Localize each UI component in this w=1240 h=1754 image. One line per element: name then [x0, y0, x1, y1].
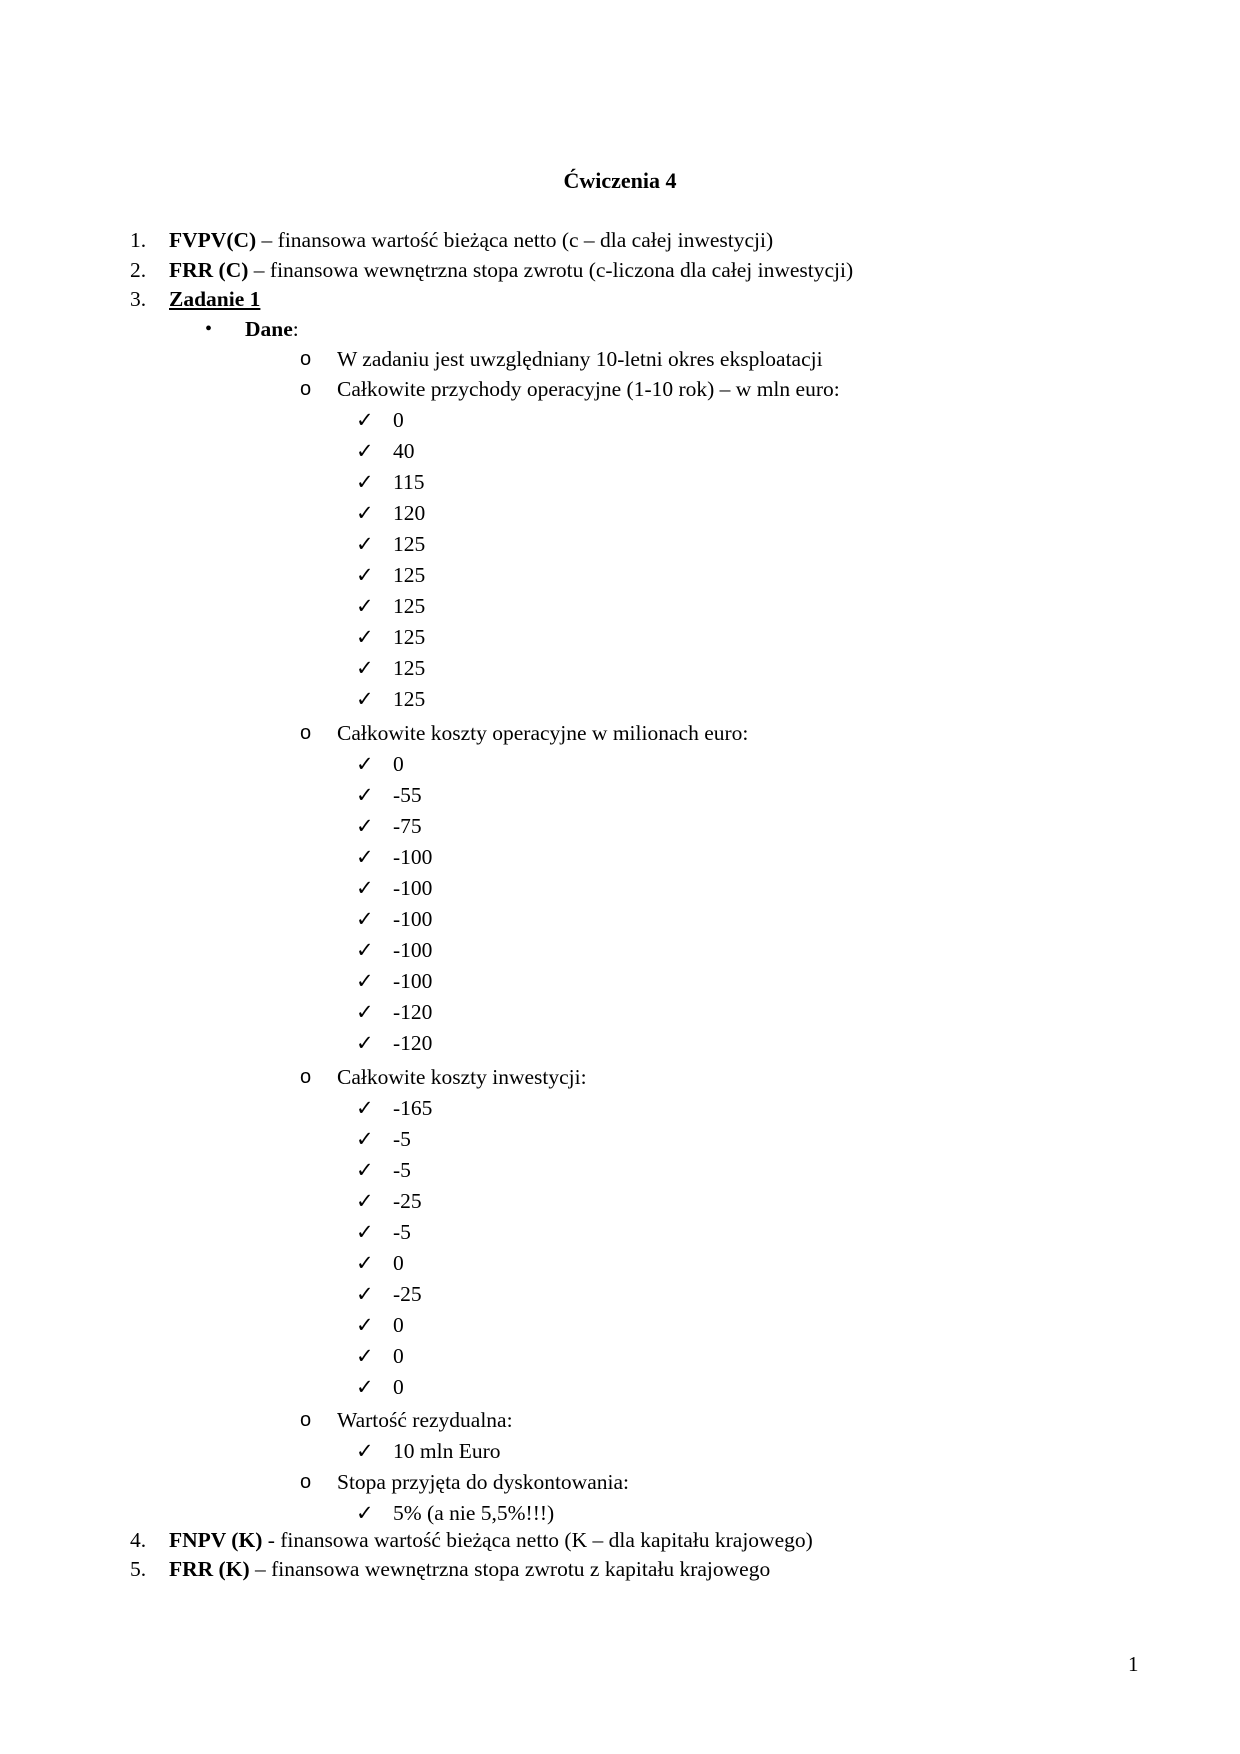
value-text: -100 [393, 969, 433, 993]
group-label: Całkowite koszty operacyjne w milionach euro: [337, 721, 749, 745]
checkmark-icon: ✓ [356, 814, 374, 838]
page-title: Ćwiczenia 4 [563, 168, 677, 193]
circle-bullet-icon: o [300, 1471, 312, 1493]
value-text: -25 [393, 1189, 422, 1213]
value-text: 125 [393, 687, 426, 711]
checkmark-icon: ✓ [356, 1313, 374, 1337]
checkmark-icon: ✓ [356, 1375, 374, 1399]
checkmark-icon: ✓ [356, 1031, 374, 1055]
checkmark-icon: ✓ [356, 752, 374, 776]
item-term: FNPV (K) [169, 1528, 263, 1552]
item-number: 5. [130, 1557, 147, 1581]
item-number: 2. [130, 258, 147, 282]
item-term: FRR (C) [169, 258, 249, 282]
checkmark-icon: ✓ [356, 1439, 374, 1463]
value-text: 10 mln Euro [393, 1439, 501, 1463]
value-text: 0 [393, 408, 404, 432]
checkmark-icon: ✓ [356, 845, 374, 869]
value-text: 0 [393, 752, 404, 776]
item-text [169, 225, 773, 255]
item-description: - finansowa wartość bieżąca netto (K – dla kapitału krajowego) [262, 1528, 813, 1552]
checkmark-icon: ✓ [356, 470, 374, 494]
checkmark-icon: ✓ [356, 625, 374, 649]
value-text: -165 [393, 1096, 433, 1120]
checkmark-icon: ✓ [356, 594, 374, 618]
group-label: W zadaniu jest uwzględniany 10-letni okres eksploatacji [337, 347, 823, 371]
value-text: -120 [393, 1031, 433, 1055]
checkmark-icon: ✓ [356, 501, 374, 525]
value-text: 5% (a nie 5,5%!!!) [393, 1501, 555, 1525]
item-text [169, 1525, 813, 1555]
checkmark-icon: ✓ [356, 1096, 374, 1120]
value-text: -100 [393, 907, 433, 931]
checkmark-icon: ✓ [356, 1344, 374, 1368]
circle-bullet-icon: o [300, 378, 312, 400]
item-term: FRR (K) [169, 1557, 250, 1581]
value-text: -5 [393, 1158, 411, 1182]
value-text: -55 [393, 783, 422, 807]
group-label: Stopa przyjęta do dyskontowania: [337, 1470, 629, 1494]
value-text: -120 [393, 1000, 433, 1024]
checkmark-icon: ✓ [356, 876, 374, 900]
value-text: -75 [393, 814, 422, 838]
checkmark-icon: ✓ [356, 656, 374, 680]
page-number: 1 [1128, 1652, 1139, 1676]
value-text: 0 [393, 1313, 404, 1337]
circle-bullet-icon: o [300, 1066, 312, 1088]
value-text: -100 [393, 845, 433, 869]
item-description: – finansowa wartość bieżąca netto (c – dla całej inwestycji) [256, 228, 774, 252]
checkmark-icon: ✓ [356, 969, 374, 993]
value-text: -100 [393, 938, 433, 962]
checkmark-icon: ✓ [356, 563, 374, 587]
value-text: -5 [393, 1220, 411, 1244]
value-text: 0 [393, 1344, 404, 1368]
checkmark-icon: ✓ [356, 532, 374, 556]
value-text: 125 [393, 656, 426, 680]
item-text [169, 1554, 770, 1584]
value-text: 40 [393, 439, 415, 463]
checkmark-icon: ✓ [356, 1189, 374, 1213]
checkmark-icon: ✓ [356, 439, 374, 463]
item-text [169, 284, 260, 314]
group-label: Całkowite przychody operacyjne (1-10 rok) – w mln euro: [337, 377, 840, 401]
checkmark-icon: ✓ [356, 1282, 374, 1306]
bullet-icon: • [205, 318, 213, 340]
item-number: 4. [130, 1528, 147, 1552]
circle-bullet-icon: o [300, 348, 312, 370]
item-description: – finansowa wewnętrzna stopa zwrotu (c-liczona dla całej inwestycji) [248, 258, 854, 282]
value-text: 0 [393, 1251, 404, 1275]
value-text: -100 [393, 876, 433, 900]
value-text: 115 [393, 470, 425, 494]
circle-bullet-icon: o [300, 722, 312, 744]
checkmark-icon: ✓ [356, 1158, 374, 1182]
item-description: – finansowa wewnętrzna stopa zwrotu z kapitału krajowego [249, 1557, 771, 1581]
circle-bullet-icon: o [300, 1409, 312, 1431]
item-number: 1. [130, 228, 147, 252]
value-text: -5 [393, 1127, 411, 1151]
item-number: 3. [130, 287, 147, 311]
group-label: Wartość rezydualna: [337, 1408, 513, 1432]
value-text: 125 [393, 594, 426, 618]
item-text [169, 255, 853, 285]
item-term: FVPV(C) [169, 228, 257, 252]
value-text: 125 [393, 532, 426, 556]
checkmark-icon: ✓ [356, 408, 374, 432]
checkmark-icon: ✓ [356, 1251, 374, 1275]
checkmark-icon: ✓ [356, 1127, 374, 1151]
value-text: 120 [393, 501, 426, 525]
value-text: 125 [393, 563, 426, 587]
checkmark-icon: ✓ [356, 938, 374, 962]
checkmark-icon: ✓ [356, 907, 374, 931]
item-term: Zadanie 1 [169, 287, 261, 311]
checkmark-icon: ✓ [356, 1501, 374, 1525]
group-label: Całkowite koszty inwestycji: [337, 1065, 587, 1089]
value-text: -25 [393, 1282, 422, 1306]
value-text: 0 [393, 1375, 404, 1399]
dane-label: Dane: [245, 317, 299, 341]
value-text: 125 [393, 625, 426, 649]
checkmark-icon: ✓ [356, 783, 374, 807]
checkmark-icon: ✓ [356, 687, 374, 711]
checkmark-icon: ✓ [356, 1220, 374, 1244]
checkmark-icon: ✓ [356, 1000, 374, 1024]
